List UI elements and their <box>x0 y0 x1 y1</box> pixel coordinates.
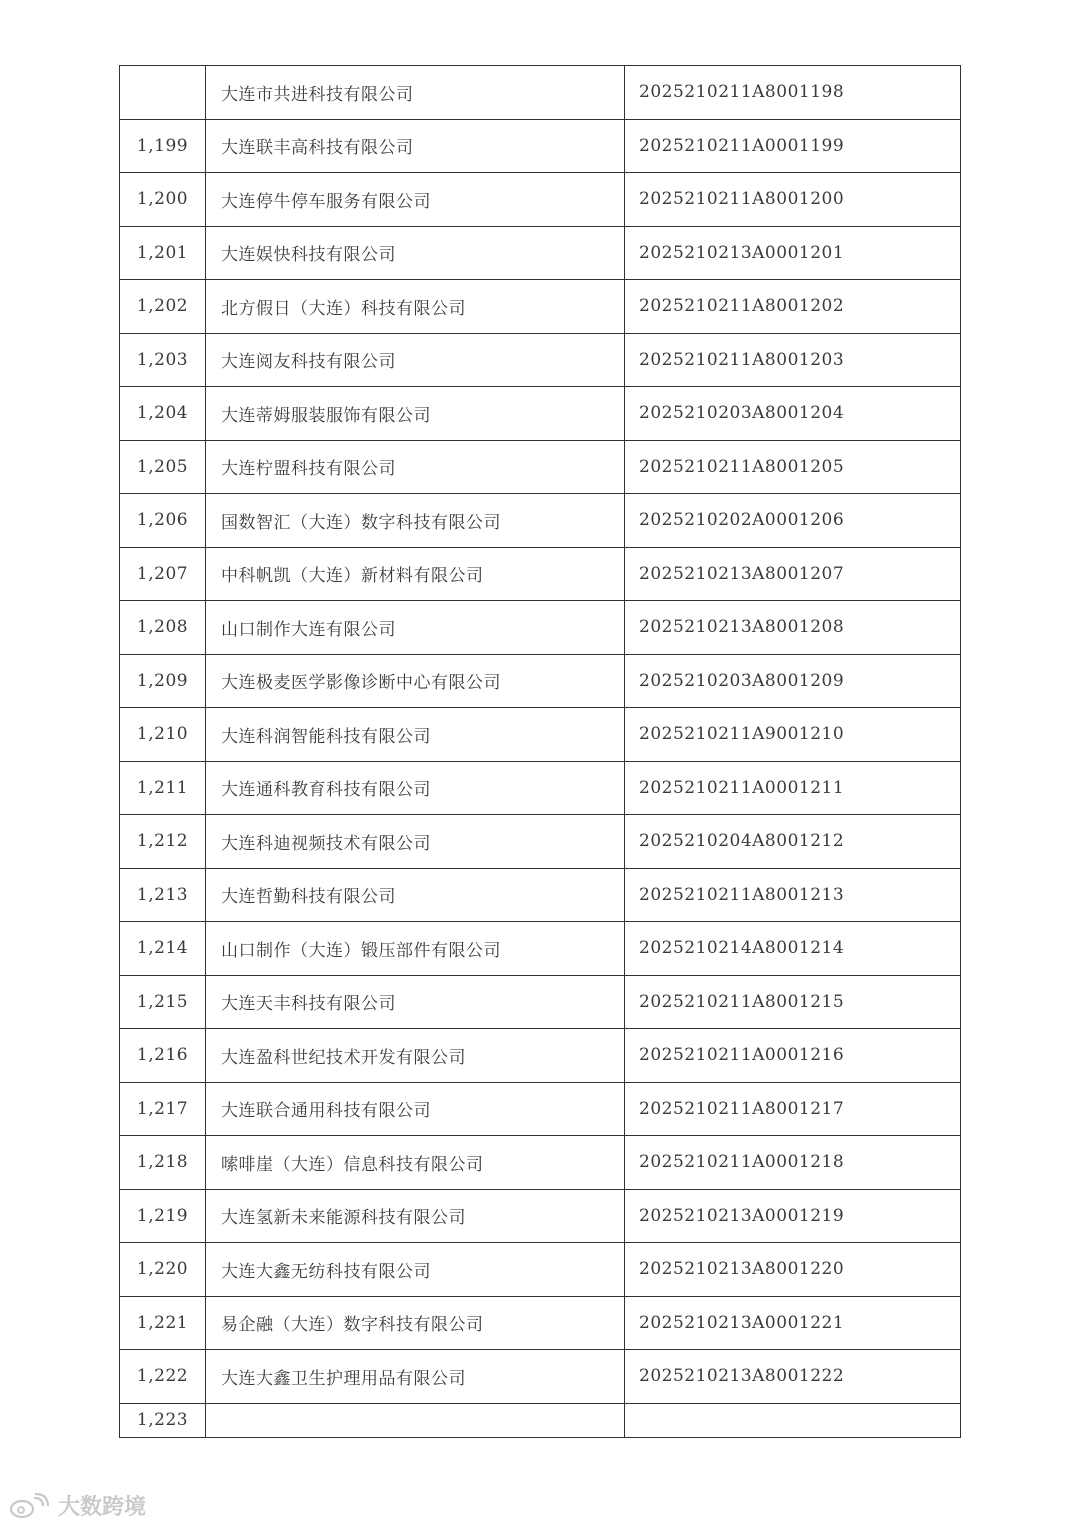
registration-code-cell: 2025210211A8001198 <box>625 66 961 120</box>
registration-code-cell: 2025210211A8001213 <box>625 868 961 922</box>
registration-code-cell: 2025210211A0001199 <box>625 119 961 173</box>
company-name-cell: 山口制作（大连）锻压部件有限公司 <box>206 922 625 976</box>
table-row <box>120 1136 961 1190</box>
registration-code-cell: 2025210211A0001216 <box>625 1029 961 1083</box>
company-name-cell: 大连科迪视频技术有限公司 <box>206 815 625 869</box>
row-number-cell: 1,204 <box>120 387 206 441</box>
table-body <box>120 66 961 1438</box>
table-row <box>120 387 961 441</box>
table-row <box>120 1296 961 1350</box>
row-number-cell: 1,202 <box>120 280 206 334</box>
row-number-cell: 1,220 <box>120 1243 206 1297</box>
table-row <box>120 333 961 387</box>
row-number-cell: 1,219 <box>120 1189 206 1243</box>
row-number-cell: 1,210 <box>120 708 206 762</box>
registration-code-cell: 2025210203A8001209 <box>625 654 961 708</box>
watermark-text: 大数跨境 <box>58 1495 147 1520</box>
company-name-cell: 大连娱快科技有限公司 <box>206 226 625 280</box>
company-name-cell: 大连盈科世纪技术开发有限公司 <box>206 1029 625 1083</box>
registration-code-cell: 2025210213A8001207 <box>625 547 961 601</box>
company-name-cell: 大连氢新未来能源科技有限公司 <box>206 1189 625 1243</box>
row-number-cell: 1,218 <box>120 1136 206 1190</box>
table-row <box>120 66 961 120</box>
row-number-cell <box>120 66 206 120</box>
registration-code-cell: 2025210204A8001212 <box>625 815 961 869</box>
registration-code-cell: 2025210213A8001222 <box>625 1350 961 1404</box>
company-name-cell: 易企融（大连）数字科技有限公司 <box>206 1296 625 1350</box>
row-number-cell: 1,207 <box>120 547 206 601</box>
company-name-cell: 大连极麦医学影像诊断中心有限公司 <box>206 654 625 708</box>
registration-code-cell: 2025210211A0001218 <box>625 1136 961 1190</box>
table-row <box>120 547 961 601</box>
company-name-cell: 嗦啡崖（大连）信息科技有限公司 <box>206 1136 625 1190</box>
table-row <box>120 226 961 280</box>
registration-code-cell: 2025210213A0001219 <box>625 1189 961 1243</box>
table-row <box>120 119 961 173</box>
table-row <box>120 280 961 334</box>
company-registry-table <box>119 65 961 1438</box>
table-row <box>120 1403 961 1437</box>
registration-code-cell: 2025210213A8001208 <box>625 601 961 655</box>
registration-code-cell <box>625 1403 961 1437</box>
table-row <box>120 1189 961 1243</box>
company-name-cell: 大连联合通用科技有限公司 <box>206 1082 625 1136</box>
row-number-cell: 1,199 <box>120 119 206 173</box>
table-row <box>120 868 961 922</box>
row-number-cell: 1,212 <box>120 815 206 869</box>
registration-code-cell: 2025210211A8001203 <box>625 333 961 387</box>
row-number-cell: 1,206 <box>120 494 206 548</box>
table-row <box>120 1350 961 1404</box>
weibo-logo-icon <box>8 1492 52 1520</box>
row-number-cell: 1,217 <box>120 1082 206 1136</box>
company-name-cell: 大连联丰高科技有限公司 <box>206 119 625 173</box>
row-number-cell: 1,223 <box>120 1403 206 1437</box>
table-row <box>120 601 961 655</box>
row-number-cell: 1,222 <box>120 1350 206 1404</box>
company-name-cell <box>206 1403 625 1437</box>
registration-code-cell: 2025210213A0001221 <box>625 1296 961 1350</box>
registration-code-cell: 2025210202A0001206 <box>625 494 961 548</box>
row-number-cell: 1,214 <box>120 922 206 976</box>
table-row <box>120 1029 961 1083</box>
registration-code-cell: 2025210203A8001204 <box>625 387 961 441</box>
table-row <box>120 922 961 976</box>
row-number-cell: 1,221 <box>120 1296 206 1350</box>
table-row <box>120 494 961 548</box>
table-row <box>120 761 961 815</box>
row-number-cell: 1,208 <box>120 601 206 655</box>
row-number-cell: 1,205 <box>120 440 206 494</box>
table-row <box>120 440 961 494</box>
registration-code-cell: 2025210211A8001200 <box>625 173 961 227</box>
registration-code-cell: 2025210211A9001210 <box>625 708 961 762</box>
row-number-cell: 1,201 <box>120 226 206 280</box>
registration-code-cell: 2025210211A8001205 <box>625 440 961 494</box>
company-name-cell: 大连阅友科技有限公司 <box>206 333 625 387</box>
company-name-cell: 大连市共进科技有限公司 <box>206 66 625 120</box>
company-name-cell: 北方假日（大连）科技有限公司 <box>206 280 625 334</box>
registration-code-cell: 2025210213A0001201 <box>625 226 961 280</box>
company-name-cell: 国数智汇（大连）数字科技有限公司 <box>206 494 625 548</box>
table-row <box>120 1243 961 1297</box>
company-name-cell: 大连停牛停车服务有限公司 <box>206 173 625 227</box>
watermark <box>8 1490 146 1521</box>
company-name-cell: 大连大鑫无纺科技有限公司 <box>206 1243 625 1297</box>
registration-code-cell: 2025210211A8001202 <box>625 280 961 334</box>
row-number-cell: 1,203 <box>120 333 206 387</box>
company-name-cell: 大连大鑫卫生护理用品有限公司 <box>206 1350 625 1404</box>
company-name-cell: 大连柠盟科技有限公司 <box>206 440 625 494</box>
row-number-cell: 1,200 <box>120 173 206 227</box>
row-number-cell: 1,215 <box>120 975 206 1029</box>
registration-code-cell: 2025210211A8001215 <box>625 975 961 1029</box>
registration-code-cell: 2025210211A0001211 <box>625 761 961 815</box>
registration-code-cell: 2025210213A8001220 <box>625 1243 961 1297</box>
company-name-cell: 大连通科教育科技有限公司 <box>206 761 625 815</box>
table-row <box>120 815 961 869</box>
row-number-cell: 1,216 <box>120 1029 206 1083</box>
table-row <box>120 1082 961 1136</box>
row-number-cell: 1,213 <box>120 868 206 922</box>
table-row <box>120 975 961 1029</box>
registration-code-cell: 2025210214A8001214 <box>625 922 961 976</box>
table-row <box>120 654 961 708</box>
table-row <box>120 708 961 762</box>
company-name-cell: 山口制作大连有限公司 <box>206 601 625 655</box>
row-number-cell: 1,211 <box>120 761 206 815</box>
company-name-cell: 中科帆凯（大连）新材料有限公司 <box>206 547 625 601</box>
company-name-cell: 大连蒂姆服装服饰有限公司 <box>206 387 625 441</box>
company-name-cell: 大连哲勤科技有限公司 <box>206 868 625 922</box>
table-row <box>120 173 961 227</box>
company-name-cell: 大连天丰科技有限公司 <box>206 975 625 1029</box>
row-number-cell: 1,209 <box>120 654 206 708</box>
company-name-cell: 大连科润智能科技有限公司 <box>206 708 625 762</box>
registration-code-cell: 2025210211A8001217 <box>625 1082 961 1136</box>
